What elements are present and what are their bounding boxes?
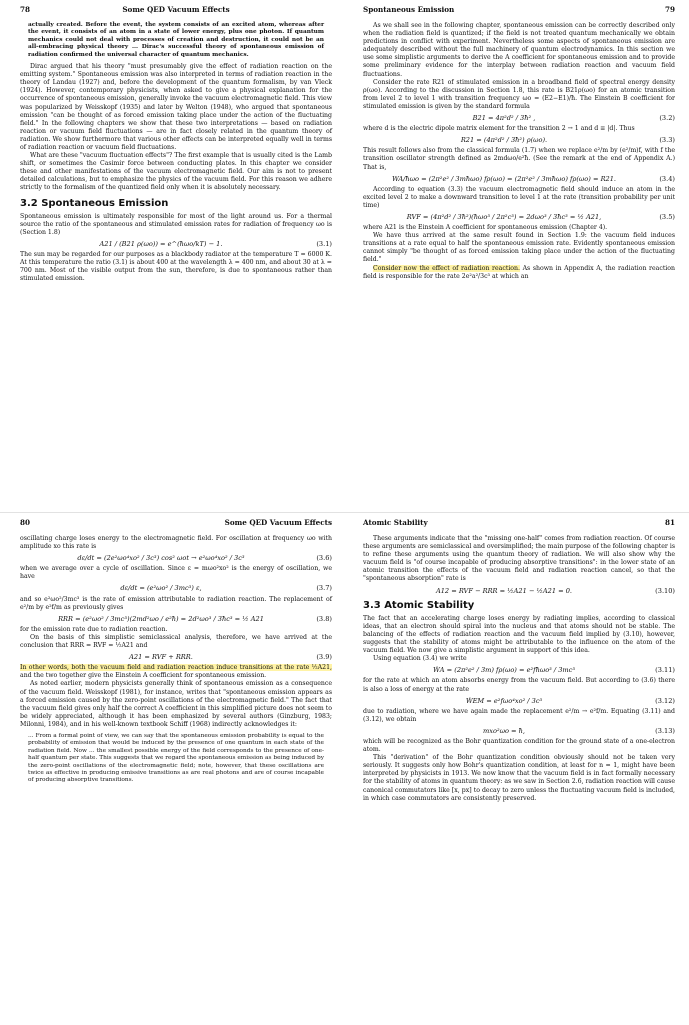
page-79 xyxy=(351,0,681,512)
block-quote: ... From a formal point of view, we can say that the spontaneous emission probability is equal to the probability of emission that would be induced by the presence of one quantum in each state of the radiation field. Now ... the smallest possible energy of the field corresponds to the presence of one-half quantum per state. This suggests that we regard the spontaneous emission as being induced by the zero-point oscillations of the electromagnetic field; note, however, that these oscillations are twice as effective in producing emissive transitions as are real photons and are of course incapable of producing absorptive transitions. xyxy=(28,732,324,784)
equation-number: (3.1) xyxy=(316,239,332,248)
running-title: Some QED Vacuum Effects xyxy=(122,5,230,14)
highlighted-text[interactable]: In other words, both the vacuum field and radiation reaction induce transitions at the rate ½A21, xyxy=(20,664,332,672)
section-heading: 3.2 Spontaneous Emission xyxy=(20,197,169,209)
running-title: Spontaneous Emission xyxy=(363,5,455,14)
paragraph: where d is the electric dipole matrix element for the transition 2 → 1 and d ≡ |d|. Thus xyxy=(363,125,635,133)
equation-number: (3.3) xyxy=(659,136,675,145)
page-80 xyxy=(8,513,338,1025)
page-body xyxy=(20,22,332,283)
equation-body: R21 = (4π²d² / 3ħ²) ρ(ωo). xyxy=(460,136,548,145)
equation-number: (3.10) xyxy=(655,586,675,595)
page-81 xyxy=(351,513,681,1025)
equation xyxy=(363,136,675,144)
equation xyxy=(20,554,332,562)
equation-number: (3.4) xyxy=(659,174,675,183)
equation-number: (3.12) xyxy=(655,696,675,705)
equation-number: (3.11) xyxy=(655,666,675,675)
page-header xyxy=(363,5,675,17)
equation-body: A21 / (B21 ρ(ωo)) = e^(ħωo/kT) − 1. xyxy=(99,239,223,248)
equation xyxy=(363,175,675,183)
paragraph: According to equation (3.3) the vacuum electromagnetic field should induce an atom in the excited level 2 to make a downward transition to level 1 at the rate (transition probability per unit time) xyxy=(363,185,675,209)
bottom-spread xyxy=(0,512,689,1025)
equation xyxy=(20,615,332,623)
page-header xyxy=(20,5,332,17)
equation-number: (3.7) xyxy=(316,584,332,593)
paragraph xyxy=(363,265,675,281)
page-header xyxy=(363,518,675,530)
equation xyxy=(20,240,332,248)
equation-body: dε/dt = (2e²ωo⁴xo² / 3c³) cos² ωot → e²ωo⁴xo² / 3c³ xyxy=(77,554,245,563)
paragraph: What are these "vacuum fluctuation effects"? The first example that is usually cited is the Lamb shift, or sometimes the Casimir force between conducting plates. In this chapter we consider these and other manifestations of the vacuum electromagnetic field. Our aim is not to present detailed calculations, but to emphasize the physics of the vacuum field. For this reason we adhere strictly to the formalism of the quantized field only when it is absolutely necessary. xyxy=(20,152,332,192)
equation-body: RRR = (e²ωo² / 3mc³)(2md²ωo / e²ħ) = 2d²ωo³ / 3ħc³ = ½ A21 xyxy=(58,614,264,623)
paragraph: This "derivation" of the Bohr quantization condition obviously should not be taken very seriously. It suggests only how Bohr's quantization condition, at least for n = 1, might have been interpreted by physicists in 1913. We now know that the vacuum field is in fact formally necessary for the stability of atoms in quantum theory: as we saw in Section 2.6, radiation reaction will cause canonical commutators like [x, px] to decay to zero unless the fluctuating vacuum field is included, in which case commutators are consistently preserved. xyxy=(363,754,675,802)
equation-number: (3.6) xyxy=(316,554,332,563)
equation-number: (3.2) xyxy=(659,114,675,123)
page-body xyxy=(363,535,675,803)
paragraph: which will be recognized as the Bohr quantization condition for the ground state of a one-electron atom. xyxy=(363,737,675,754)
equation-number: (3.5) xyxy=(659,212,675,221)
equation-body: RVF = (4π²d² / 3ħ²)(ħωo³ / 2π²c³) = 2dωo³ / 3ħc³ = ½ A21, xyxy=(406,212,602,221)
paragraph-continuation: As shown in Appendix A, the radiation reaction field is responsible for the rate 2e²a²/3c³ at which an xyxy=(363,264,675,280)
paragraph: Spontaneous emission is ultimately responsible for most of the light around us. For a thermal source the ratio of the spontaneous and stimulated emission rates for radiation of frequency ωo is (Section 1.8) xyxy=(20,212,332,236)
equation xyxy=(363,213,675,221)
paragraph: and so e²ωo²/3mc³ is the rate of emission attributable to radiation reaction. The replacement of e²/m by e²f/m as previously gives xyxy=(20,595,332,611)
top-spread xyxy=(0,0,689,512)
paragraph: As we shall see in the following chapter, spontaneous emission can be correctly described only when the radiation field is quantized; if the field is not treated quantum mechanically we obtain predictions in conflict with experiment. Nevertheless some aspects of spontaneous emission are adequately described without the full machinery of quantum electrodynamics. In this section we use some simplistic arguments to derive the A coefficient for spontaneous emission and to provide some preliminary evidence for the interplay between radiation reaction and vacuum field fluctuations. xyxy=(363,22,675,78)
section-heading: 3.3 Atomic Stability xyxy=(363,599,475,611)
page-body xyxy=(20,535,332,785)
paragraph: when we average over a cycle of oscillation. Since ε = mωo²xo² is the energy of oscillation, we have xyxy=(20,565,332,581)
equation xyxy=(20,653,332,661)
equation-body: ẆEM = e²fωo⁴xo² / 3c³ xyxy=(465,696,543,705)
paragraph-continuation: and the two together give the Einstein A coefficient for spontaneous emission. xyxy=(20,672,267,680)
highlighted-text[interactable]: Consider now the effect of radiation reaction. xyxy=(373,264,520,272)
paragraph: These arguments indicate that the "missing one-half" comes from radiation reaction. Of course these arguments are semiclassical and oversimplified; the main purpose of the following chapter is to refine these arguments using the quantum theory of radiation. We will also show why the vacuum field is "of course incapable of producing absorptive transitions": in the lower state of an atomic transition the effects of the vacuum field and radiation reaction cancel, so that the "spontaneous absorption" rate is xyxy=(363,535,675,583)
equation-body: A21 = RVF + RRR. xyxy=(129,653,193,662)
paragraph: Dirac argued that his theory "must presumably give the effect of radiation reaction on the emitting system." Spontaneous emission was also interpreted in terms of radiation reaction in the theory of Landau (1927) and, before the development of the quantum formalism, by van Vleck (1924). However, contemporary physicists, when asked to give a physical explanation for the occurrence of spontaneous emission, generally invoke the vacuum electromagnetic field. This view was popularized by Weisskopf (1935) and later by Welton (1948), who argued that spontaneous emission "can be thought of as forced emission taking place under the action of the fluctuating field." In the following chapters we show that these two interpretations — based on radiation reaction or vacuum field fluctuations — are in fact closely related in the quantum theory of radiation. We show furthermore that various other effects can be interpreted equally well in terms of radiation reaction or vacuum field fluctuations. xyxy=(20,63,332,151)
paragraph: Using equation (3.4) we write xyxy=(373,655,467,663)
equation xyxy=(363,727,675,735)
equation-body: mxo²ωo = ħ, xyxy=(483,726,525,735)
equation xyxy=(363,587,675,595)
running-title: Some QED Vacuum Effects xyxy=(224,518,332,527)
paragraph: oscillating charge loses energy to the electromagnetic field. For oscillation at frequency ωo with amplitude xo this rate is xyxy=(20,535,332,551)
paragraph: We have thus arrived at the same result found in Section 1.9: the vacuum field induces transitions at a rate equal to half the spontaneous emission rate. Evidently spontaneous emission cannot simply "be thought of as forced emission taking place under the action of the fluctuating field." xyxy=(363,232,675,264)
page-78 xyxy=(8,0,338,512)
paragraph: for the emission rate due to radiation reaction. xyxy=(20,625,168,633)
paragraph xyxy=(20,664,332,680)
equation-body: B21 = 4π²d² / 3ħ² , xyxy=(472,114,536,123)
equation-body: WA/ħωo = (2π²e² / 3mħωo) fρ(ωo) = (2π²e² / 3mħωo) fρ(ωo) = R21. xyxy=(391,174,617,183)
page-number: 81 xyxy=(664,518,675,527)
equation-number: (3.9) xyxy=(316,653,332,662)
equation-number: (3.13) xyxy=(655,726,675,735)
paragraph: This result follows also from the classical formula (1.7) when we replace e²/m by (e²/m)f, with f the transition oscillator strength defined as 2mdωo/e²ħ. (See the remark at the end of Appendix A.) That is, xyxy=(363,147,675,171)
paragraph: Consider the rate R21 of stimulated emission in a broadband field of spectral energy density ρ(ωo). According to the discussion in Section 1.8, this rate is B21ρ(ωo) for an atomic transition from level 2 to level 1 with transition frequency ωo = (E2−E1)/ħ. The Einstein B coefficient for stimulated emission is given by the standard formula xyxy=(363,78,675,110)
equation-body: A12 = RVF − RRR = ½A21 − ½A21 = 0. xyxy=(435,586,573,595)
page-number: 80 xyxy=(20,518,31,527)
equation xyxy=(363,114,675,122)
equation xyxy=(363,666,675,674)
block-quote: actually created. Before the event, the system consists of an excited atom, whereas after the event, it consists of an atom in a state of lower energy, plus one photon. If quantum mechanics could not deal with processes of creation and destruction, it could not be an all-embracing physical theory ... Dirac's successful theory of spontaneous emission of radiation confirmed the universal character of quantum mechanics. xyxy=(28,22,324,58)
equation-body: ẆA = (2π²e² / 3m) fρ(ωo) = e²fħωo³ / 3mc³ xyxy=(432,666,576,675)
equation-body: dε/dt = (e²ωo² / 3mc³) ε, xyxy=(120,584,202,593)
equation xyxy=(20,584,332,592)
page-body xyxy=(363,22,675,281)
paragraph: due to radiation, where we have again made the replacement e²/m → e²f/m. Equating (3.11) and (3.12), we obtain xyxy=(363,707,675,723)
page-header xyxy=(20,518,332,530)
paragraph: The fact that an accelerating charge loses energy by radiating implies, according to classical ideas, that an electron should spiral into the nucleus and that atoms should not be stable. The balancing of the effects of radiation reaction and the vacuum field implied by (3.10), however, suggests that the stability of atoms might be attributable to the influence on the atom of the vacuum field. We now give a simplistic argument in support of this idea. xyxy=(363,614,675,655)
paragraph: On the basis of this simplistic semiclassical analysis, therefore, we have arrived at the conclusion that RRR = RVF = ½A21 and xyxy=(20,633,332,650)
paragraph: The sun may be regarded for our purposes as a blackbody radiator at the temperature T = 6000 K. At this temperature the ratio (3.1) is about 400 at the wavelength λ = 400 nm, and about 30 at λ = 700 nm. Most of the visible output from the sun, therefore, is due to spontaneous rather than stimulated emission. xyxy=(20,251,332,283)
paragraph: As noted earlier, modern physicists generally think of spontaneous emission as a consequence of the vacuum field. Weisskopf (1981), for instance, writes that "spontaneous emission appears as a forced emission caused by the zero-point oscillations of the electromagnetic field." The fact that the vacuum field gives only half the correct A coefficient in this simplified picture does not seem to be widely appreciated, although it has been emphasized by several authors (Ginzburg, 1983; Milonni, 1984), and in his well-known textbook Schiff (1968) indirectly acknowledges it: xyxy=(20,680,332,728)
paragraph: for the rate at which an atom absorbs energy from the vacuum field. But according to (3.6) there is also a loss of energy at the rate xyxy=(363,677,675,693)
paragraph: where A21 is the Einstein A coefficient for spontaneous emission (Chapter 4). xyxy=(363,224,608,232)
running-title: Atomic Stability xyxy=(363,518,428,527)
page-number: 79 xyxy=(664,5,675,14)
equation-number: (3.8) xyxy=(316,614,332,623)
equation xyxy=(363,697,675,705)
page-number: 78 xyxy=(20,5,31,14)
